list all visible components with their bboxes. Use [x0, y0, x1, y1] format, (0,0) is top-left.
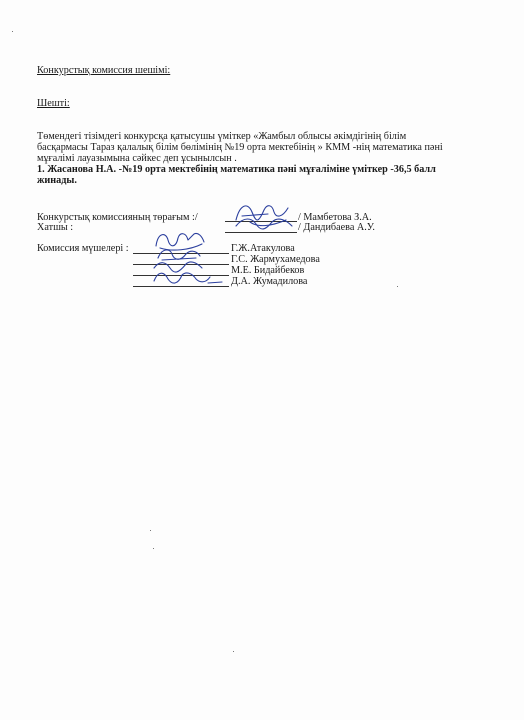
paragraph-line: Төмендегі тізімдегі конкурсқа қатысушы үміткер «Жамбыл облысы әкімдігінің білім [37, 131, 407, 142]
member-name: Г.С. Жармухамедова [231, 254, 320, 265]
secretary-label: Хатшы : [37, 222, 74, 233]
decision-paragraph [37, 131, 487, 186]
document-title: Конкурстық комиссия шешімі: [37, 65, 171, 76]
secretary-signature [230, 212, 298, 236]
scan-speck [150, 530, 151, 531]
member-signature [148, 267, 228, 291]
member-name: Д.А. Жумадилова [231, 276, 308, 287]
secretary-name: / Дандибаева А.У. [298, 222, 375, 233]
paragraph-line: мұғалімі лауазымына сәйкес деп ұсынылсын . [37, 153, 237, 164]
scan-speck [233, 651, 234, 652]
member-name: М.Е. Бидайбеков [231, 265, 305, 276]
members-label: Комиссия мүшелері : [37, 243, 129, 254]
scan-speck [153, 548, 154, 549]
decision-label: Шешті: [37, 98, 70, 109]
chair-label: Конкурстық комиссияның төрағым :/ [37, 212, 198, 223]
chair-name: / Мамбетова З.А. [298, 212, 372, 223]
candidate-line: жинады. [37, 175, 77, 186]
candidate-line: 1. Жасанова Н.А. -№19 орта мектебінің математика пәні мұғаліміне үміткер -36,5 балл [37, 164, 436, 175]
member-name: Г.Ж.Атакулова [231, 243, 295, 254]
scan-speck [12, 31, 13, 32]
paragraph-line: басқармасы Тараз қалалық білім бөлімінің №19 орта мектебінің » КММ -нің математика пәні [37, 142, 443, 153]
scan-speck [397, 286, 398, 287]
